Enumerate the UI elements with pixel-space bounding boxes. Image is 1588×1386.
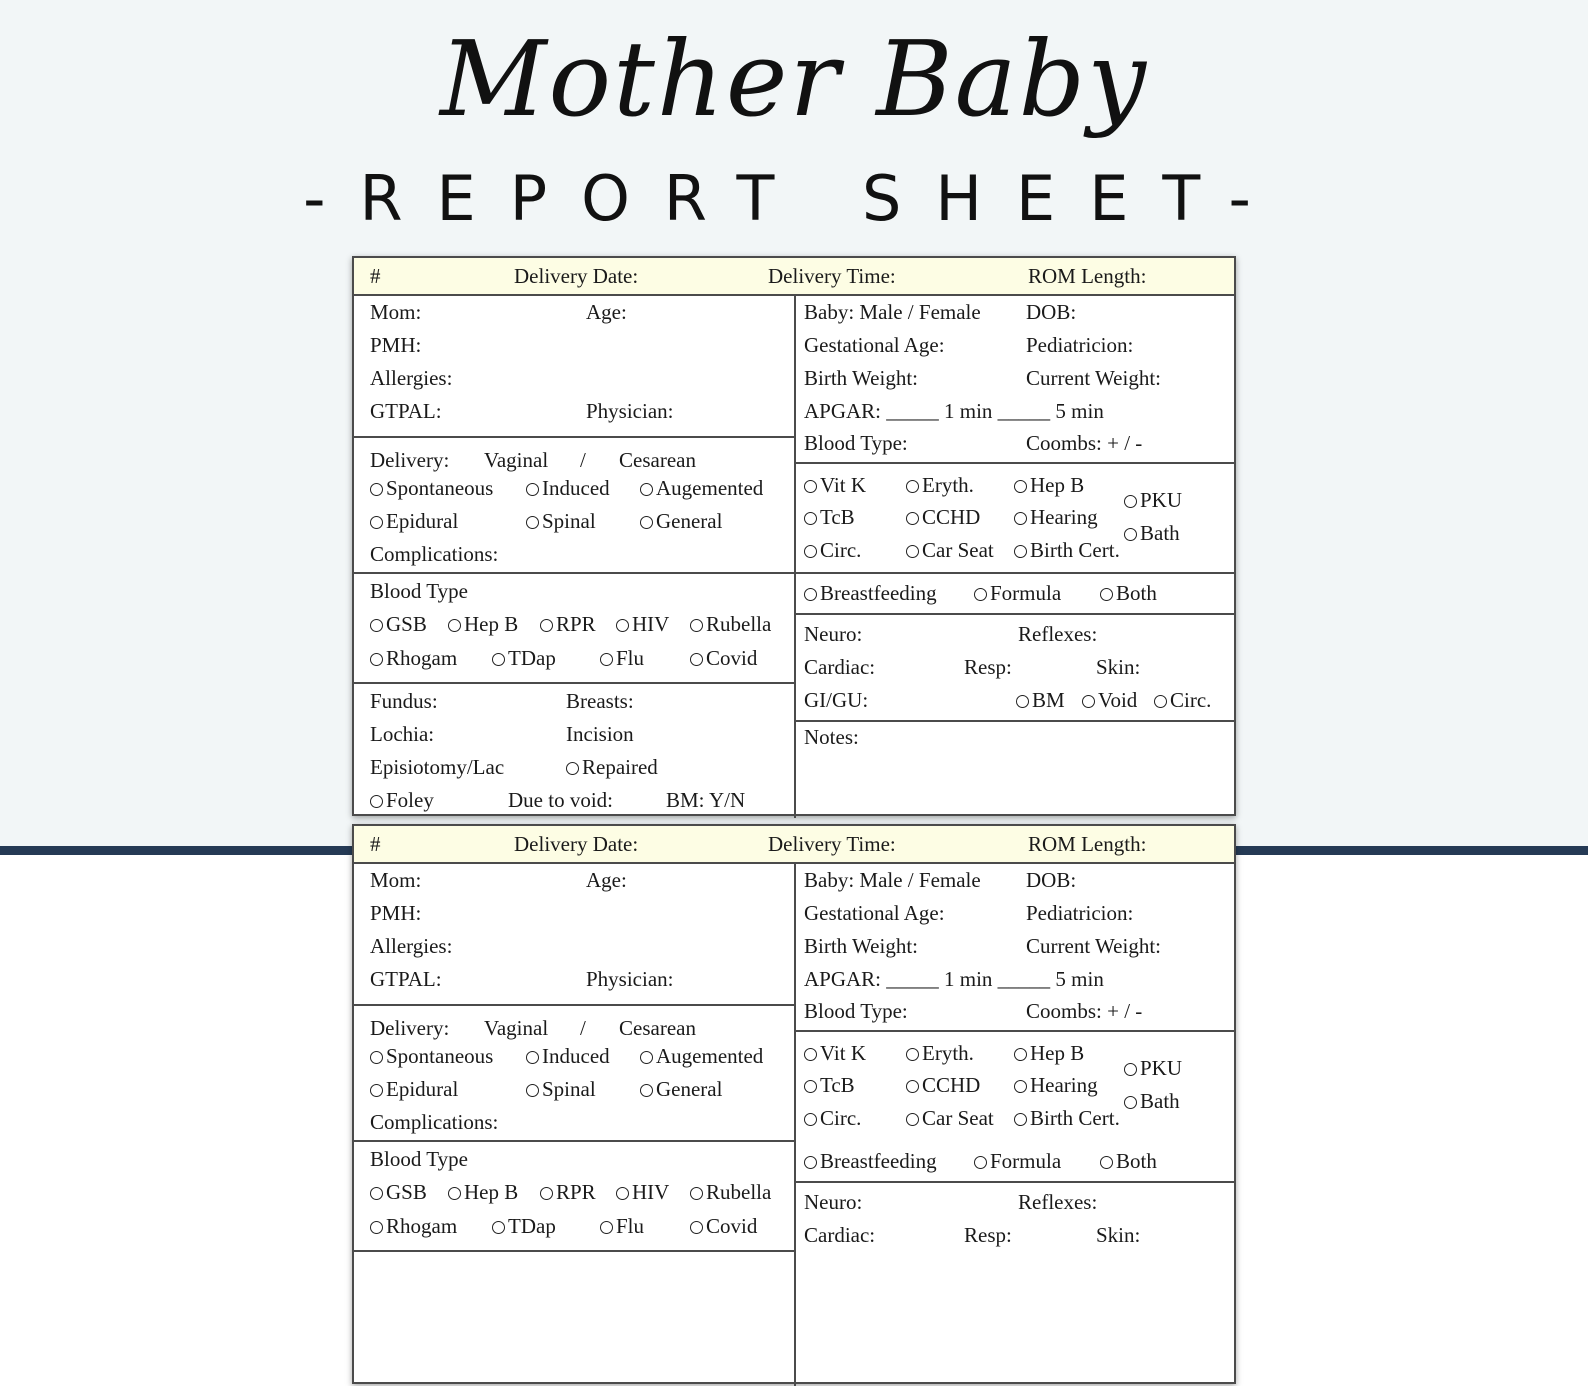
tdap-option[interactable]: TDap: [492, 646, 556, 670]
covid-option[interactable]: Covid: [690, 646, 757, 670]
radio-icon[interactable]: [370, 1051, 383, 1064]
gestational-age-label[interactable]: Gestational Age:: [804, 901, 945, 925]
tdap-option[interactable]: TDap: [492, 1214, 556, 1238]
radio-icon[interactable]: [1014, 1113, 1027, 1126]
car-seat-option[interactable]: Car Seat: [906, 1106, 994, 1130]
age-label[interactable]: Age:: [586, 300, 627, 324]
gsb-option[interactable]: GSB: [370, 1180, 427, 1204]
general-option[interactable]: General: [640, 1077, 722, 1101]
formula-option[interactable]: Formula: [974, 1149, 1061, 1173]
tcb-option[interactable]: TcB: [804, 505, 855, 529]
radio-icon[interactable]: [906, 545, 919, 558]
number-label: #: [370, 264, 381, 288]
reflexes-label[interactable]: Reflexes:: [1018, 1190, 1098, 1214]
circ-option[interactable]: Circ.: [804, 538, 861, 562]
radio-icon[interactable]: [974, 1156, 987, 1169]
radio-icon[interactable]: [804, 588, 817, 601]
skin-label[interactable]: Skin:: [1096, 655, 1141, 679]
circ-assessment-option[interactable]: Circ.: [1154, 688, 1211, 712]
circ-option[interactable]: Circ.: [804, 1106, 861, 1130]
cchd-option[interactable]: CCHD: [906, 505, 980, 529]
header-row: [354, 826, 1234, 864]
radio-icon[interactable]: [906, 1113, 919, 1126]
radio-icon[interactable]: [690, 1221, 703, 1234]
mom-blood-type-label[interactable]: Blood Type: [370, 1147, 468, 1171]
radio-icon[interactable]: [370, 516, 383, 529]
radio-icon[interactable]: [526, 1084, 539, 1097]
rubella-option[interactable]: Rubella: [690, 612, 771, 636]
vitk-option[interactable]: Vit K: [804, 1041, 866, 1065]
breastfeeding-option[interactable]: Breastfeeding: [804, 581, 937, 605]
pku-option[interactable]: PKU: [1124, 1056, 1182, 1080]
bm-yn-label[interactable]: BM: Y/N: [666, 788, 746, 812]
radio-icon[interactable]: [566, 762, 579, 775]
lochia-label[interactable]: Lochia:: [370, 722, 435, 746]
foley-option[interactable]: Foley: [370, 788, 434, 812]
report-sheet-2: [352, 824, 1236, 1384]
vitk-option[interactable]: Vit K: [804, 473, 866, 497]
radio-icon[interactable]: [1124, 495, 1137, 508]
complications-label[interactable]: Complications:: [370, 1110, 499, 1134]
radio-icon[interactable]: [540, 619, 553, 632]
radio-icon[interactable]: [370, 619, 383, 632]
radio-icon[interactable]: [804, 512, 817, 525]
apgar-label[interactable]: APGAR: _____ 1 min _____ 5 min: [804, 399, 1104, 423]
delivery-slash: /: [580, 448, 586, 472]
cardiac-label[interactable]: Cardiac:: [804, 655, 876, 679]
radio-icon[interactable]: [974, 588, 987, 601]
radio-icon[interactable]: [1016, 695, 1029, 708]
incision-label[interactable]: Incision: [566, 722, 634, 746]
gtpal-label[interactable]: GTPAL:: [370, 967, 442, 991]
radio-icon[interactable]: [906, 480, 919, 493]
age-label[interactable]: Age:: [586, 868, 627, 892]
allergies-label[interactable]: Allergies:: [370, 934, 453, 958]
radio-icon[interactable]: [640, 1084, 653, 1097]
baby-sex-label[interactable]: Baby: Male / Female: [804, 300, 981, 324]
episiotomy-label[interactable]: Episiotomy/Lac: [370, 755, 505, 779]
rhogam-option[interactable]: Rhogam: [370, 1214, 457, 1238]
radio-icon[interactable]: [640, 1051, 653, 1064]
radio-icon[interactable]: [640, 516, 653, 529]
radio-icon[interactable]: [640, 483, 653, 496]
section-divider: [354, 682, 794, 684]
gigu-label[interactable]: GI/GU:: [804, 688, 869, 712]
rom-length-label[interactable]: ROM Length:: [1028, 832, 1147, 856]
physician-label[interactable]: Physician:: [586, 967, 674, 991]
section-divider: [354, 1140, 794, 1142]
radio-icon[interactable]: [1082, 695, 1095, 708]
gsb-option[interactable]: GSB: [370, 612, 427, 636]
car-seat-option[interactable]: Car Seat: [906, 538, 994, 562]
delivery-label: Delivery:: [370, 448, 450, 472]
breastfeeding-option[interactable]: Breastfeeding: [804, 1149, 937, 1173]
section-divider: [354, 572, 794, 574]
delivery-time-label[interactable]: Delivery Time:: [768, 832, 896, 856]
pmh-label[interactable]: PMH:: [370, 333, 422, 357]
pediatrician-label[interactable]: Pediatricion:: [1026, 333, 1134, 357]
radio-icon[interactable]: [370, 1221, 383, 1234]
hepb-option[interactable]: Hep B: [1014, 473, 1084, 497]
birth-weight-label[interactable]: Birth Weight:: [804, 934, 919, 958]
radio-icon[interactable]: [370, 483, 383, 496]
radio-icon[interactable]: [804, 1080, 817, 1093]
void-option[interactable]: Void: [1082, 688, 1137, 712]
spinal-option[interactable]: Spinal: [526, 509, 596, 533]
hearing-option[interactable]: Hearing: [1014, 505, 1098, 529]
radio-icon[interactable]: [370, 1187, 383, 1200]
notes-area[interactable]: [796, 724, 1234, 814]
radio-icon[interactable]: [690, 653, 703, 666]
flu-option[interactable]: Flu: [600, 1214, 644, 1238]
section-divider: [796, 720, 1234, 722]
baby-blood-type-label[interactable]: Blood Type:: [804, 999, 908, 1023]
spontaneous-option[interactable]: Spontaneous: [370, 1044, 493, 1068]
pediatrician-label[interactable]: Pediatricion:: [1026, 901, 1134, 925]
rubella-option[interactable]: Rubella: [690, 1180, 771, 1204]
induced-option[interactable]: Induced: [526, 476, 610, 500]
eryth-option[interactable]: Eryth.: [906, 473, 974, 497]
radio-icon[interactable]: [1100, 588, 1113, 601]
hiv-option[interactable]: HIV: [616, 612, 669, 636]
radio-icon[interactable]: [526, 483, 539, 496]
radio-icon[interactable]: [690, 619, 703, 632]
birth-cert-option[interactable]: Birth Cert.: [1014, 1106, 1120, 1130]
formula-option[interactable]: Formula: [974, 581, 1061, 605]
radio-icon[interactable]: [1014, 1080, 1027, 1093]
radio-icon[interactable]: [1100, 1156, 1113, 1169]
delivery-date-label[interactable]: Delivery Date:: [514, 264, 639, 288]
section-divider: [796, 572, 1234, 574]
resp-label[interactable]: Resp:: [964, 1223, 1012, 1247]
radio-icon[interactable]: [804, 1048, 817, 1061]
radio-icon[interactable]: [448, 1187, 461, 1200]
vaginal-option[interactable]: Vaginal: [484, 1016, 549, 1040]
rpr-option[interactable]: RPR: [540, 1180, 596, 1204]
breasts-label[interactable]: Breasts:: [566, 689, 634, 713]
birth-weight-label[interactable]: Birth Weight:: [804, 366, 919, 390]
spinal-option[interactable]: Spinal: [526, 1077, 596, 1101]
rpr-option[interactable]: RPR: [540, 612, 596, 636]
radio-icon[interactable]: [1124, 1063, 1137, 1076]
radio-icon[interactable]: [370, 653, 383, 666]
general-option[interactable]: General: [640, 509, 722, 533]
fundus-label[interactable]: Fundus:: [370, 689, 438, 713]
rom-length-label[interactable]: ROM Length:: [1028, 264, 1147, 288]
radio-icon[interactable]: [1014, 480, 1027, 493]
delivery-time-label[interactable]: Delivery Time:: [768, 264, 896, 288]
baby-blood-type-label[interactable]: Blood Type:: [804, 431, 908, 455]
column-divider: [794, 862, 796, 1386]
radio-icon[interactable]: [804, 545, 817, 558]
radio-icon[interactable]: [540, 1187, 553, 1200]
radio-icon[interactable]: [1154, 695, 1167, 708]
section-divider: [796, 1181, 1234, 1183]
dob-label[interactable]: DOB:: [1026, 868, 1077, 892]
radio-icon[interactable]: [492, 1221, 505, 1234]
number-label: #: [370, 832, 381, 856]
eryth-option[interactable]: Eryth.: [906, 1041, 974, 1065]
coombs-label[interactable]: Coombs: + / -: [1026, 999, 1143, 1023]
radio-icon[interactable]: [600, 1221, 613, 1234]
gtpal-label[interactable]: GTPAL:: [370, 399, 442, 423]
baby-sex-label[interactable]: Baby: Male / Female: [804, 868, 981, 892]
current-weight-label[interactable]: Current Weight:: [1026, 934, 1161, 958]
complications-label[interactable]: Complications:: [370, 542, 499, 566]
augmented-option[interactable]: Augemented: [640, 476, 763, 500]
mom-label[interactable]: Mom:: [370, 300, 422, 324]
gestational-age-label[interactable]: Gestational Age:: [804, 333, 945, 357]
covid-option[interactable]: Covid: [690, 1214, 757, 1238]
radio-icon[interactable]: [690, 1187, 703, 1200]
radio-icon[interactable]: [1014, 512, 1027, 525]
section-divider: [796, 613, 1234, 615]
page-title: Mother Baby: [440, 18, 1148, 140]
cardiac-label[interactable]: Cardiac:: [804, 1223, 876, 1247]
hearing-option[interactable]: Hearing: [1014, 1073, 1098, 1097]
spontaneous-option[interactable]: Spontaneous: [370, 476, 493, 500]
tcb-option[interactable]: TcB: [804, 1073, 855, 1097]
flu-option[interactable]: Flu: [600, 646, 644, 670]
radio-icon[interactable]: [1014, 1048, 1027, 1061]
section-divider: [354, 1250, 794, 1252]
hepb-lab-option[interactable]: Hep B: [448, 612, 518, 636]
rhogam-option[interactable]: Rhogam: [370, 646, 457, 670]
dob-label[interactable]: DOB:: [1026, 300, 1077, 324]
pmh-label[interactable]: PMH:: [370, 901, 422, 925]
bath-option[interactable]: Bath: [1124, 521, 1180, 545]
page-subtitle: -REPORT SHEET-: [303, 162, 1285, 235]
vaginal-option[interactable]: Vaginal: [484, 448, 549, 472]
hepb-lab-option[interactable]: Hep B: [448, 1180, 518, 1204]
cesarean-option[interactable]: Cesarean: [619, 448, 696, 472]
radio-icon[interactable]: [448, 619, 461, 632]
due-to-void-label[interactable]: Due to void:: [508, 788, 613, 812]
neuro-label[interactable]: Neuro:: [804, 622, 863, 646]
birth-cert-option[interactable]: Birth Cert.: [1014, 538, 1120, 562]
mom-blood-type-label[interactable]: Blood Type: [370, 579, 468, 603]
coombs-label[interactable]: Coombs: + / -: [1026, 431, 1143, 455]
skin-label[interactable]: Skin:: [1096, 1223, 1141, 1247]
epidural-option[interactable]: Epidural: [370, 1077, 458, 1101]
section-divider: [796, 462, 1234, 464]
radio-icon[interactable]: [616, 1187, 629, 1200]
radio-icon[interactable]: [600, 653, 613, 666]
radio-icon[interactable]: [492, 653, 505, 666]
radio-icon[interactable]: [370, 795, 383, 808]
hiv-option[interactable]: HIV: [616, 1180, 669, 1204]
report-sheet-1: [352, 256, 1236, 816]
radio-icon[interactable]: [370, 1084, 383, 1097]
induced-option[interactable]: Induced: [526, 1044, 610, 1068]
pku-option[interactable]: PKU: [1124, 488, 1182, 512]
hepb-option[interactable]: Hep B: [1014, 1041, 1084, 1065]
mom-label[interactable]: Mom:: [370, 868, 422, 892]
cchd-option[interactable]: CCHD: [906, 1073, 980, 1097]
bm-option[interactable]: BM: [1016, 688, 1065, 712]
radio-icon[interactable]: [804, 1156, 817, 1169]
radio-icon[interactable]: [1014, 545, 1027, 558]
epidural-option[interactable]: Epidural: [370, 509, 458, 533]
radio-icon[interactable]: [616, 619, 629, 632]
allergies-label[interactable]: Allergies:: [370, 366, 453, 390]
reflexes-label[interactable]: Reflexes:: [1018, 622, 1098, 646]
radio-icon[interactable]: [906, 1048, 919, 1061]
radio-icon[interactable]: [906, 512, 919, 525]
section-divider: [796, 1030, 1234, 1032]
neuro-label[interactable]: Neuro:: [804, 1190, 863, 1214]
header-row: [354, 258, 1234, 296]
radio-icon[interactable]: [1124, 528, 1137, 541]
radio-icon[interactable]: [804, 480, 817, 493]
resp-label[interactable]: Resp:: [964, 655, 1012, 679]
repaired-option[interactable]: Repaired: [566, 755, 658, 779]
augmented-option[interactable]: Augemented: [640, 1044, 763, 1068]
section-divider: [354, 1004, 794, 1006]
apgar-label[interactable]: APGAR: _____ 1 min _____ 5 min: [804, 967, 1104, 991]
both-option[interactable]: Both: [1100, 581, 1157, 605]
both-option[interactable]: Both: [1100, 1149, 1157, 1173]
notes-label: Notes:: [804, 725, 859, 749]
radio-icon[interactable]: [804, 1113, 817, 1126]
current-weight-label[interactable]: Current Weight:: [1026, 366, 1161, 390]
section-divider: [354, 436, 794, 438]
cesarean-option[interactable]: Cesarean: [619, 1016, 696, 1040]
delivery-slash: /: [580, 1016, 586, 1040]
radio-icon[interactable]: [906, 1080, 919, 1093]
delivery-date-label[interactable]: Delivery Date:: [514, 832, 639, 856]
delivery-label: Delivery:: [370, 1016, 450, 1040]
radio-icon[interactable]: [526, 516, 539, 529]
bath-option[interactable]: Bath: [1124, 1089, 1180, 1113]
radio-icon[interactable]: [526, 1051, 539, 1064]
radio-icon[interactable]: [1124, 1096, 1137, 1109]
physician-label[interactable]: Physician:: [586, 399, 674, 423]
